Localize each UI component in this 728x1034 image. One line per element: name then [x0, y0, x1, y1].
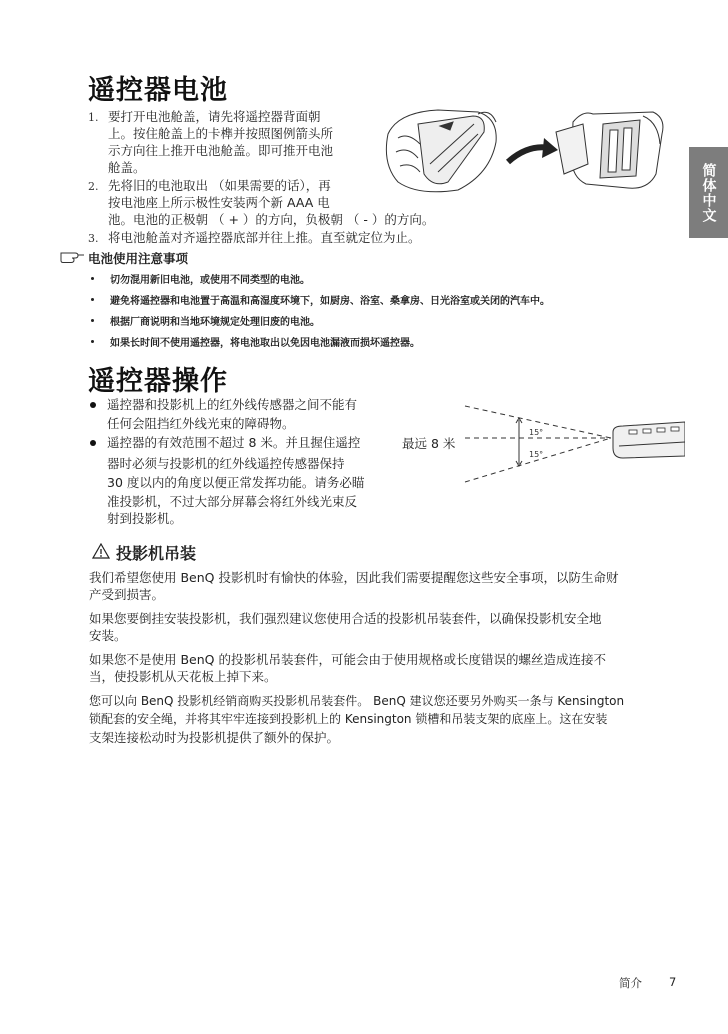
step-number-2: 2. — [88, 180, 99, 193]
note-item: 根据厂商说明和当地环境规定处理旧废的电池。 — [110, 317, 320, 328]
note-title: 电池使用注意事项 — [88, 251, 189, 266]
note-item: 如果长时间不使用遥控器，将电池取出以免因电池漏液而损坏遥控器。 — [110, 338, 420, 349]
operation-bullet-line: 器时必须与投影机的红外线遥控传感器保持 — [107, 456, 345, 471]
bullet-dot — [91, 340, 94, 343]
battery-illustration — [378, 104, 668, 196]
paragraph-line: 锁配套的安全绳，并将其牢牢连接到投影机上的 Kensington 锁槽和吊装支架的底座上。这在安装 — [89, 712, 608, 726]
step-1-line: 舱盖。 — [108, 160, 146, 175]
note-item: 避免将遥控器和电池置于高温和高湿度环境下，如厨房、浴室、桑拿房、日光浴室或关闭的汽车中。 — [110, 296, 550, 307]
warning-triangle-icon — [92, 543, 110, 559]
remote-control-image — [613, 422, 685, 458]
section-title-remote-operation: 遥控器操作 — [88, 366, 228, 397]
paragraph-line: 支架连接松动时为投影机提供了额外的保护。 — [89, 730, 340, 745]
remote-battery-compartment-image — [556, 112, 663, 188]
bullet-dot — [91, 298, 94, 301]
ir-range-diagram — [463, 402, 685, 484]
step-1-line: 要打开电池舱盖，请先将遥控器背面朝 — [108, 109, 321, 124]
operation-bullet-line: 射到投影机。 — [107, 511, 183, 526]
section-title-ceiling-mount: 投影机吊装 — [116, 544, 197, 563]
operation-bullet-line: 准投影机，不过大部分屏幕会将红外线光束反 — [107, 494, 358, 509]
operation-bullet-line: 30 度以内的角度以便正常发挥功能。请务必瞄 — [107, 475, 365, 490]
side-tab-label: 简体中文 — [700, 162, 717, 223]
step-3-line: 将电池舱盖对齐遥控器底部并往上推。直至就定位为止。 — [108, 230, 421, 245]
operation-bullet-line: 遥控器的有效范围不超过 8 米。并且握住遥控 — [107, 435, 361, 450]
section-title-battery: 遥控器电池 — [88, 75, 228, 106]
footer-section-name: 简介 — [619, 976, 642, 990]
paragraph-line: 产受到损害。 — [89, 587, 165, 602]
arrow-head-icon — [542, 138, 558, 158]
angle-bottom-label: 15° — [529, 450, 544, 459]
bullet-dot — [90, 402, 96, 408]
range-label: 最远 8 米 — [402, 436, 456, 451]
step-2-line: 池。电池的正极朝 （ + ）的方向，负极朝 （ - ）的方向。 — [108, 212, 435, 227]
bullet-dot — [91, 319, 94, 322]
step-number-3: 3. — [88, 232, 99, 245]
bullet-dot — [91, 277, 94, 280]
remote-in-hand-image — [386, 110, 496, 192]
paragraph-line: 如果您要倒挂安装投影机，我们强烈建议您使用合适的投影机吊装套件，以确保投影机安全地 — [89, 611, 602, 626]
language-side-tab — [689, 147, 728, 238]
paragraph-line: 当，使投影机从天花板上掉下来。 — [89, 669, 277, 684]
step-number-1: 1. — [88, 111, 99, 124]
note-item: 切勿混用新旧电池，或使用不同类型的电池。 — [110, 275, 310, 286]
step-1-line: 上。按住舱盖上的卡榫并按照图例箭头所 — [108, 126, 334, 141]
paragraph-line: 我们希望您使用 BenQ 投影机时有愉快的体验，因此我们需要提醒您这些安全事项，以防生命财 — [89, 570, 619, 585]
hand-pointer-icon — [60, 250, 86, 264]
paragraph-line: 如果您不是使用 BenQ 的投影机吊装套件，可能会由于使用规格或长度错误的螺丝造成连接不 — [89, 652, 606, 667]
operation-bullet-line: 遥控器和投影机上的红外线传感器之间不能有 — [107, 397, 358, 412]
angle-top-label: 15° — [529, 428, 544, 437]
operation-bullet-line: 任何会阻挡红外线光束的障碍物。 — [107, 416, 295, 431]
bullet-dot — [90, 440, 96, 446]
step-2-line: 按电池座上所示极性安装两个新 AAA 电 — [108, 195, 330, 210]
step-2-line: 先将旧的电池取出 （如果需要的话），再 — [108, 178, 331, 193]
page-number: 7 — [669, 975, 677, 989]
paragraph-line: 您可以向 BenQ 投影机经销商购买投影机吊装套件。 BenQ 建议您还要另外购买一条与 Kensington — [89, 694, 625, 708]
step-1-line: 示方向往上推开电池舱盖。即可推开电池 — [108, 143, 334, 158]
paragraph-line: 安装。 — [89, 628, 127, 643]
